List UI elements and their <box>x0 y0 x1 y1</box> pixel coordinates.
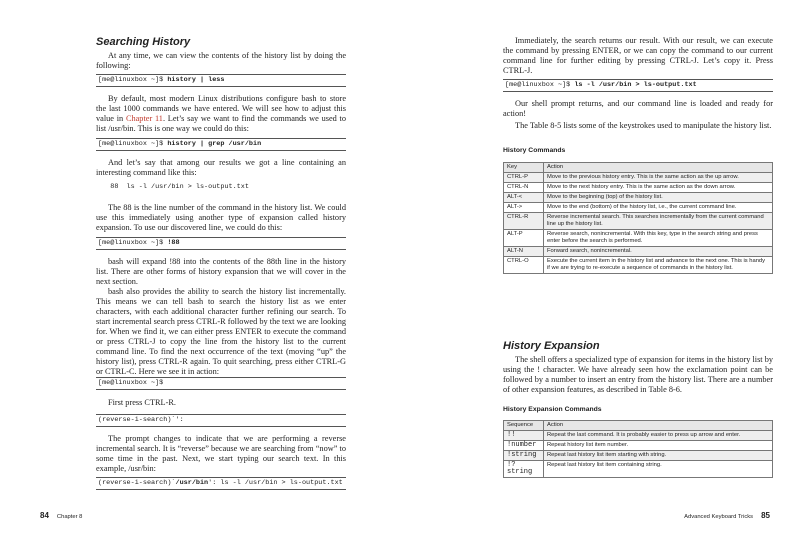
history-commands-table <box>503 162 773 274</box>
column-header: Action <box>544 163 773 173</box>
key-cell: CTRL-P <box>504 173 544 183</box>
right-page <box>405 0 810 535</box>
sequence-cell: !number <box>504 441 544 451</box>
column-header: Sequence <box>504 421 544 431</box>
sequence-cell: !?string <box>504 461 544 478</box>
table-row <box>504 173 773 183</box>
code-block: [me@linuxbox ~]$ ls -l /usr/bin > ls-output.txt <box>503 79 773 92</box>
code-block: [me@linuxbox ~]$ !88 <box>96 237 346 250</box>
running-head: Chapter 8 <box>56 514 83 520</box>
table-row <box>504 247 773 257</box>
code-output: 88 ls -l /usr/bin > ls-output.txt <box>98 183 249 191</box>
section-heading: Searching History <box>96 36 191 48</box>
page-number: 85 <box>761 511 770 520</box>
code-block: (reverse-i-search)`': <box>96 414 346 427</box>
paragraph: First press CTRL-R. <box>108 398 176 407</box>
action-cell: Repeat last history list item starting with string. <box>544 451 773 461</box>
folio <box>40 511 82 520</box>
action-cell: Execute the current item in the history list and advance to the next one. This is handy if we are trying to re-execute a sequence of commands in the history list. <box>544 257 773 274</box>
code-block: (reverse-i-search)`/usr/bin': ls -l /usr/bin > ls-output.txt <box>96 477 346 490</box>
section-heading: History Expansion <box>503 340 600 352</box>
history-expansion-table <box>503 420 773 478</box>
key-cell: CTRL-R <box>504 213 544 230</box>
table-header-row <box>504 421 773 431</box>
code-block: [me@linuxbox ~]$ <box>96 377 346 390</box>
table-row <box>504 441 773 451</box>
action-cell: Repeat the last command. It is probably easier to press up arrow and enter. <box>544 431 773 441</box>
action-cell: Forward search, nonincremental. <box>544 247 773 257</box>
table-row <box>504 431 773 441</box>
key-cell: CTRL-N <box>504 183 544 193</box>
table-row <box>504 230 773 247</box>
paragraph: By default, most modern Linux distributions configure bash to store the last 1000 commands we have entered. We will see how to adjust this value in Chapter 11. Let’s say we want to find the commands we used to list /usr/bin. This is one way we could do this: <box>96 94 346 133</box>
action-cell: Repeat last history list item containing string. <box>544 461 773 478</box>
key-cell: ALT-> <box>504 203 544 213</box>
table-row <box>504 183 773 193</box>
table-caption: History Expansion Commands <box>503 406 602 413</box>
paragraph: Immediately, the search returns our result. With our result, we can execute the command by pressing ENTER, or we can copy the command to our current command line for further editing by pressing CTRL-J. Let’s copy it. Press CTRL-J. <box>503 36 773 75</box>
action-cell: Reverse search, nonincremental. With this key, type in the search string and press enter before the search is performed. <box>544 230 773 247</box>
chapter-link[interactable]: Chapter 11 <box>125 114 163 123</box>
action-cell: Move to the beginning (top) of the history list. <box>544 193 773 203</box>
key-cell: ALT-P <box>504 230 544 247</box>
table-header-row <box>504 163 773 173</box>
table-row <box>504 257 773 274</box>
sequence-cell: !! <box>504 431 544 441</box>
table-row <box>504 193 773 203</box>
paragraph: bash also provides the ability to search the history list incrementally. This means we can tell bash to search the history list as we enter characters, with each additional character further refining our search. To start incremental search press CTRL-R followed by the text we are looking for. When we find it, we can either press ENTER to execute the command or press CTRL-J to copy the line from the history list to the current command line. To find the next occurrence of the text (moving “up” the history list), press CTRL-R again. To quit searching, press either CTRL-G or CTRL-C. Here we see it in action: <box>96 287 346 376</box>
action-cell: Repeat history list item number. <box>544 441 773 451</box>
paragraph: At any time, we can view the contents of the history list by doing the following: <box>96 51 346 70</box>
paragraph: The shell offers a specialized type of expansion for items in the history list by using the ! character. We have already seen how the exclamation point can be followed by a number to insert an entry from the history list. There are a number of other expansion features, as described in Table 8-6. <box>503 355 773 394</box>
table-row <box>504 213 773 230</box>
table-row <box>504 451 773 461</box>
sequence-cell: !string <box>504 451 544 461</box>
key-cell: ALT-< <box>504 193 544 203</box>
folio <box>684 511 770 520</box>
column-header: Action <box>544 421 773 431</box>
paragraph: bash will expand !88 into the contents of the 88th line in the history list. There are other forms of history expansion that we will cover in the next section. <box>96 257 346 286</box>
paragraph: And let’s say that among our results we got a line containing an interesting command like this: <box>96 158 346 177</box>
code-block: [me@linuxbox ~]$ history | grep /usr/bin <box>96 138 346 151</box>
key-cell: ALT-N <box>504 247 544 257</box>
table-row <box>504 203 773 213</box>
column-header: Key <box>504 163 544 173</box>
table-caption: History Commands <box>503 147 566 154</box>
action-cell: Move to the next history entry. This is the same action as the down arrow. <box>544 183 773 193</box>
action-cell: Reverse incremental search. This searches incrementally from the current command line up the history list. <box>544 213 773 230</box>
paragraph: Our shell prompt returns, and our command line is loaded and ready for action! <box>503 99 773 118</box>
code-block: [me@linuxbox ~]$ history | less <box>96 74 346 87</box>
running-head: Advanced Keyboard Tricks <box>684 514 754 520</box>
key-cell: CTRL-O <box>504 257 544 274</box>
action-cell: Move to the previous history entry. This is the same action as the up arrow. <box>544 173 773 183</box>
paragraph: The Table 8-5 lists some of the keystrokes used to manipulate the history list. <box>515 121 772 130</box>
table-row <box>504 461 773 478</box>
paragraph: The prompt changes to indicate that we are performing a reverse incremental search. It is “reverse” because we are searching from “now” to some time in the past. Next, we start typing our search text. In this example, /usr/bin: <box>96 434 346 473</box>
paragraph: The 88 is the line number of the command in the history list. We could use this immediately using another type of expansion called history expansion. To use our discovered line, we could do this: <box>96 203 346 232</box>
action-cell: Move to the end (bottom) of the history list, i.e., the current command line. <box>544 203 773 213</box>
page-number: 84 <box>40 511 49 520</box>
